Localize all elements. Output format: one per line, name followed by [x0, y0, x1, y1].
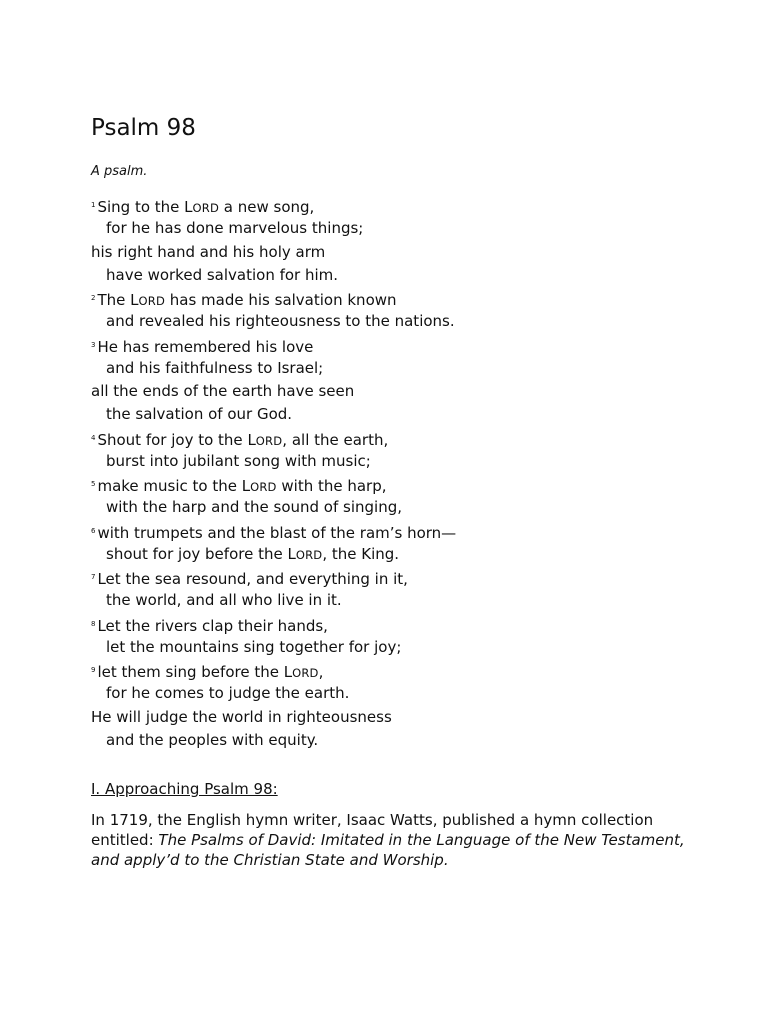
lord-small-caps: ORD — [192, 201, 220, 215]
line-text: Let the rivers clap their hands, — [97, 616, 328, 635]
lord-initial: L — [283, 663, 293, 681]
verse-number: 7 — [91, 573, 96, 581]
line-text: and revealed his righteousness to the nations. — [106, 312, 455, 331]
lord-initial: L — [130, 291, 139, 309]
verse-number: 1 — [91, 201, 96, 209]
line-text: Shout for joy to the — [97, 430, 248, 449]
line-text: burst into jubilant song with music; — [106, 451, 371, 470]
lord-word — [247, 431, 282, 449]
psalm-line — [91, 450, 711, 473]
verse-number: 5 — [91, 480, 96, 488]
lord-initial: L — [241, 477, 251, 495]
lord-small-caps: ORD — [255, 433, 283, 448]
psalm-line — [91, 636, 711, 659]
psalm-line — [91, 589, 711, 612]
line-text: He has remembered his love — [97, 337, 314, 356]
verse-number: 9 — [91, 666, 96, 674]
lord-small-caps: ORD — [250, 480, 277, 494]
psalm-line — [91, 659, 711, 682]
line-text: has made his salvation known — [165, 291, 397, 309]
lord-initial: L — [287, 544, 296, 563]
psalm-line — [91, 241, 711, 264]
psalm-line — [91, 520, 711, 543]
book-title: The Psalms of David: Imitated in the Language of the New Testament, and apply’d to the Christian State and Worship. — [91, 831, 685, 869]
line-text: and the peoples with equity. — [106, 730, 319, 749]
line-text: The — [97, 291, 131, 309]
section-heading: I. Approaching Psalm 98: — [91, 780, 278, 798]
line-text: make music to the — [97, 477, 242, 495]
psalm-line — [91, 264, 711, 287]
lord-word — [284, 663, 319, 681]
verse-number: 8 — [91, 619, 96, 628]
lord-small-caps: ORD — [292, 666, 319, 680]
psalm-line — [91, 334, 711, 357]
line-text: for he comes to judge the earth. — [106, 684, 350, 703]
psalm-line — [91, 194, 711, 217]
lord-small-caps: ORD — [295, 547, 323, 562]
line-text: have worked salvation for him. — [106, 265, 339, 284]
lord-word — [287, 545, 322, 563]
lord-initial: L — [184, 198, 193, 216]
line-text: with trumpets and the blast of the ram’s horn— — [97, 523, 457, 542]
body-paragraph — [91, 810, 711, 870]
verse-number: 4 — [91, 433, 96, 442]
line-text: , — [318, 663, 324, 681]
paragraph-text: In 1719, the English hymn writer, Isaac Watts, published a hymn collection entitled: — [91, 811, 654, 849]
lord-word — [130, 291, 165, 309]
verse-number: 6 — [91, 526, 96, 535]
line-text: all the ends of the earth have seen — [91, 382, 355, 400]
line-text: let them sing before the — [97, 663, 284, 681]
lord-small-caps: ORD — [138, 294, 165, 308]
psalm-line — [91, 473, 711, 496]
line-text: He will judge the world in righteousness — [91, 707, 392, 726]
psalm-line — [91, 496, 711, 519]
psalm-line — [91, 380, 711, 403]
line-text: Sing to the — [97, 198, 185, 216]
verse-number: 2 — [91, 294, 96, 302]
line-text: the world, and all who live in it. — [106, 591, 342, 610]
line-text: a new song, — [219, 198, 315, 216]
psalm-line — [91, 310, 711, 333]
line-text: , the King. — [322, 544, 400, 563]
line-text: and his faithfulness to Israel; — [106, 358, 324, 377]
lord-initial: L — [247, 430, 256, 449]
psalm-text — [91, 194, 711, 752]
psalm-line — [91, 427, 711, 450]
line-text: his right hand and his holy arm — [91, 242, 326, 261]
line-text: let the mountains sing together for joy; — [106, 637, 402, 656]
psalm-line — [91, 403, 711, 426]
psalm-line — [91, 613, 711, 636]
line-text: , all the earth, — [282, 430, 389, 449]
line-text: Let the sea resound, and everything in it, — [97, 570, 408, 588]
line-text: with the harp, — [276, 477, 387, 495]
psalm-line — [91, 566, 711, 589]
line-text: the salvation of our God. — [106, 405, 293, 424]
psalm-subtitle: A psalm. — [91, 164, 148, 179]
lord-word — [242, 477, 277, 495]
line-text: for he has done marvelous things; — [106, 219, 364, 238]
psalm-line — [91, 706, 711, 729]
verse-number: 3 — [91, 340, 96, 349]
line-text: shout for joy before the — [106, 544, 288, 563]
line-text: with the harp and the sound of singing, — [106, 498, 403, 517]
psalm-line — [91, 729, 711, 752]
psalm-line — [91, 287, 711, 310]
psalm-line — [91, 217, 711, 240]
psalm-line — [91, 357, 711, 380]
page-title: Psalm 98 — [91, 115, 196, 141]
psalm-line — [91, 682, 711, 705]
lord-word — [184, 198, 219, 216]
psalm-line — [91, 543, 711, 566]
